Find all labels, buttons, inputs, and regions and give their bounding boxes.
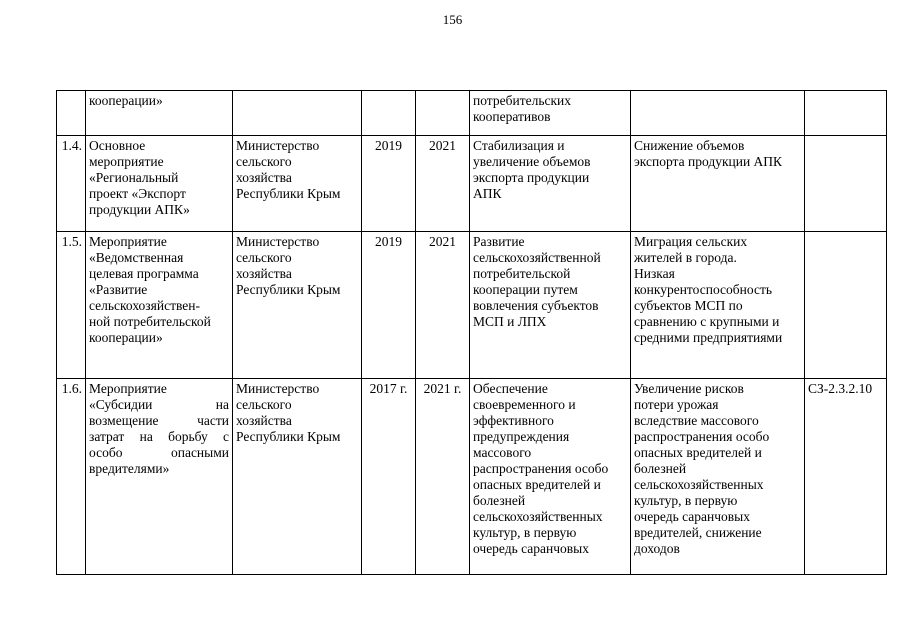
measure-name-line: «Региональный xyxy=(89,170,179,185)
expected-result-cell xyxy=(470,136,631,232)
indicator-code-cell xyxy=(805,91,887,136)
result-line: опасных вредителей и xyxy=(473,477,601,492)
start-year-cell xyxy=(362,91,416,136)
result-line: культур, в первую xyxy=(473,525,577,540)
measure-name-cell xyxy=(86,232,233,379)
row-number: 1.4. xyxy=(61,138,82,153)
risk-cell xyxy=(631,379,805,575)
measure-name-line: ной потребительской xyxy=(89,314,211,329)
row-number-cell xyxy=(57,379,86,575)
result-line: увеличение объемов xyxy=(473,154,591,169)
measure-name-line: продукции АПК» xyxy=(89,202,190,217)
end-year-cell xyxy=(416,232,470,379)
executor-line: Министерство xyxy=(236,234,320,249)
risk-cell xyxy=(631,91,805,136)
executor-cell xyxy=(233,136,362,232)
result-line: Стабилизация и xyxy=(473,138,565,153)
indicator-code-cell xyxy=(805,136,887,232)
measure-name-line: возмещение части xyxy=(89,413,229,428)
table-row xyxy=(57,379,887,575)
end-year-cell xyxy=(416,136,470,232)
result-line: кооперативов xyxy=(473,109,551,124)
result-line: МСП и ЛПХ xyxy=(473,314,547,329)
end-year-cell xyxy=(416,379,470,575)
measure-name-cell xyxy=(86,379,233,575)
risk-line: потери урожая xyxy=(634,397,719,412)
risk-line: вредителей, снижение xyxy=(634,525,762,540)
result-line: очередь саранчовых xyxy=(473,541,589,556)
risk-line: культур, в первую xyxy=(634,493,738,508)
risk-line: средними предприятиями xyxy=(634,330,783,345)
risk-line: Снижение объемов xyxy=(634,138,745,153)
start-year: 2019 xyxy=(375,234,402,249)
risk-line: экспорта продукции АПК xyxy=(634,154,783,169)
result-line: болезней xyxy=(473,493,526,508)
measure-name-line: «Ведомственная xyxy=(89,250,184,265)
table-row xyxy=(57,91,887,136)
result-line: АПК xyxy=(473,186,502,201)
measure-name-line: Мероприятие xyxy=(89,234,167,249)
executor-line: сельского xyxy=(236,154,292,169)
risk-line: жителей в города. xyxy=(634,250,737,265)
risk-cell xyxy=(631,136,805,232)
executor-line: Министерство xyxy=(236,381,320,396)
measure-name-line: целевая программа xyxy=(89,266,199,281)
measure-name-line: Основное xyxy=(89,138,146,153)
result-line: сельскохозяйственных xyxy=(473,509,603,524)
row-number-cell xyxy=(57,136,86,232)
measure-name-line: особо опасными xyxy=(89,445,229,460)
risk-line: распространения особо xyxy=(634,429,770,444)
end-year: 2021 г. xyxy=(423,381,462,396)
result-line: массового xyxy=(473,445,532,460)
table-row xyxy=(57,136,887,232)
result-line: Обеспечение xyxy=(473,381,548,396)
result-line: кооперации путем xyxy=(473,282,578,297)
executor-line: сельского xyxy=(236,250,292,265)
measure-name-line: «Развитие xyxy=(89,282,148,297)
row-number-cell xyxy=(57,232,86,379)
measure-name-line: кооперации» xyxy=(89,93,163,108)
result-line: потребительских xyxy=(473,93,572,108)
executor-line: сельского xyxy=(236,397,292,412)
risk-line: сравнению с крупными и xyxy=(634,314,780,329)
expected-result-cell xyxy=(470,232,631,379)
executor-cell xyxy=(233,91,362,136)
executor-line: хозяйства xyxy=(236,170,292,185)
indicator-code-cell xyxy=(805,232,887,379)
executor-line: хозяйства xyxy=(236,266,292,281)
measure-name-line: кооперации» xyxy=(89,330,163,345)
result-line: экспорта продукции xyxy=(473,170,590,185)
risk-line: вследствие массового xyxy=(634,413,759,428)
risk-line: субъектов МСП по xyxy=(634,298,743,313)
executor-line: Республики Крым xyxy=(236,186,341,201)
result-line: Развитие xyxy=(473,234,525,249)
row-number-cell xyxy=(57,91,86,136)
result-line: предупреждения xyxy=(473,429,570,444)
measure-name-line: Мероприятие xyxy=(89,381,167,396)
row-number: 1.6. xyxy=(61,381,82,396)
end-year-cell xyxy=(416,91,470,136)
risk-line: Низкая xyxy=(634,266,675,281)
measure-name-line: «Субсидии на xyxy=(89,397,229,412)
start-year: 2019 xyxy=(375,138,402,153)
risk-line: конкурентоспособность xyxy=(634,282,773,297)
measure-name-line: мероприятие xyxy=(89,154,164,169)
table-row xyxy=(57,232,887,379)
executor-line: Министерство xyxy=(236,138,320,153)
measure-name-line: затрат на борьбу с xyxy=(89,429,229,444)
risk-cell xyxy=(631,232,805,379)
measure-name-line: вредителями» xyxy=(89,461,170,476)
end-year: 2021 xyxy=(429,138,456,153)
executor-cell xyxy=(233,379,362,575)
expected-result-cell xyxy=(470,379,631,575)
executor-line: Республики Крым xyxy=(236,282,341,297)
executor-line: хозяйства xyxy=(236,413,292,428)
risk-line: болезней xyxy=(634,461,687,476)
result-line: сельскохозяйственной xyxy=(473,250,601,265)
result-line: распространения особо xyxy=(473,461,609,476)
risk-line: опасных вредителей и xyxy=(634,445,762,460)
risk-line: сельскохозяйственных xyxy=(634,477,764,492)
risk-line: Увеличение рисков xyxy=(634,381,744,396)
result-line: вовлечения субъектов xyxy=(473,298,599,313)
result-line: своевременного и xyxy=(473,397,576,412)
indicator-code-cell xyxy=(805,379,887,575)
page-number: 156 xyxy=(442,12,463,27)
risk-line: очередь саранчовых xyxy=(634,509,750,524)
measure-name-line: сельскохозяйствен- xyxy=(89,298,200,313)
result-line: эффективного xyxy=(473,413,554,428)
start-year-cell xyxy=(362,379,416,575)
risk-line: доходов xyxy=(634,541,680,556)
start-year-cell xyxy=(362,136,416,232)
row-number: 1.5. xyxy=(61,234,82,249)
start-year: 2017 г. xyxy=(369,381,408,396)
start-year-cell xyxy=(362,232,416,379)
risk-line: Миграция сельских xyxy=(634,234,748,249)
executor-line: Республики Крым xyxy=(236,429,341,444)
measure-name-cell xyxy=(86,136,233,232)
program-measures-table xyxy=(56,90,887,575)
expected-result-cell xyxy=(470,91,631,136)
executor-cell xyxy=(233,232,362,379)
end-year: 2021 xyxy=(429,234,456,249)
result-line: потребительской xyxy=(473,266,571,281)
indicator-code: СЗ-2.3.2.10 xyxy=(808,381,873,396)
measure-name-line: проект «Экспорт xyxy=(89,186,186,201)
measure-name-cell xyxy=(86,91,233,136)
